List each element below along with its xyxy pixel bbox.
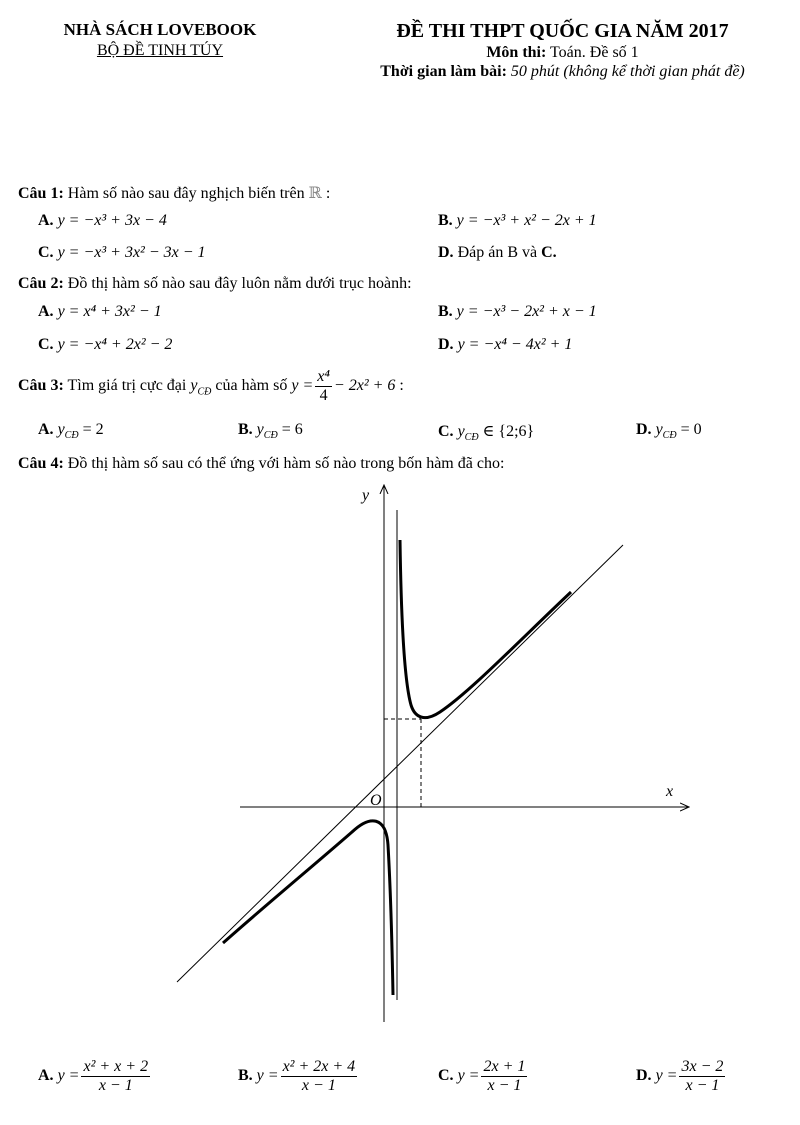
q4-option-d-letter: D. bbox=[636, 1067, 652, 1085]
q2-option-c-letter: C. bbox=[38, 336, 54, 353]
q2-option-d-letter: D. bbox=[438, 336, 454, 353]
q1-option-d-tail: C. bbox=[541, 244, 557, 261]
q3-option-c-sub: CĐ bbox=[464, 432, 479, 444]
q3-var: y bbox=[190, 377, 198, 395]
q3-option-a-text: = 2 bbox=[82, 421, 104, 438]
q4-option-b-letter: B. bbox=[238, 1067, 253, 1085]
q4-option-c-den: x − 1 bbox=[487, 1077, 522, 1094]
q3-option-d-text: = 0 bbox=[680, 421, 702, 438]
q1-colon: : bbox=[321, 185, 331, 202]
q3-option-c-var: y bbox=[457, 423, 465, 440]
q3-text: Tìm giá trị cực đại bbox=[63, 377, 191, 395]
q1-option-c-letter: C. bbox=[38, 244, 54, 261]
q4-option-d-den: x − 1 bbox=[685, 1077, 720, 1094]
q4-text: Đồ thị hàm số sau có thể ứng với hàm số nào trong bốn hàm đã cho: bbox=[63, 455, 505, 472]
q3-option-d-sub: CĐ bbox=[662, 430, 677, 442]
q4-option-a-lhs: y = bbox=[57, 1067, 80, 1085]
exam-title: ĐỀ THI THPT QUỐC GIA NĂM 2017 bbox=[396, 20, 729, 42]
q3-option-a-letter: A. bbox=[38, 421, 54, 438]
q3-option-c-text: ∈ {2;6} bbox=[482, 423, 535, 440]
q2-option-b-letter: B. bbox=[438, 303, 453, 320]
q3-option-c-letter: C. bbox=[438, 423, 454, 440]
q4-option-d-lhs: y = bbox=[655, 1067, 678, 1085]
q4-option-c[interactable] bbox=[438, 1058, 529, 1095]
q2-option-b-text: y = −x³ − 2x² + x − 1 bbox=[456, 303, 597, 320]
q1-option-d-letter: D. bbox=[438, 244, 454, 261]
q4-option-d-num: 3x − 2 bbox=[681, 1058, 724, 1075]
q3-label: Câu 3: bbox=[18, 377, 64, 395]
q4-option-b-num: x² + 2x + 4 bbox=[282, 1058, 356, 1075]
curve-right-branch bbox=[400, 540, 571, 718]
q1-option-b-text: y = −x³ + x² − 2x + 1 bbox=[456, 212, 597, 229]
q3-option-b-sub: CĐ bbox=[263, 430, 278, 442]
q1-text: Hàm số nào sau đây nghịch biến trên bbox=[63, 185, 309, 202]
collection-name: BỘ ĐỀ TINH TÚY bbox=[96, 42, 224, 59]
q4-option-a-num: x² + x + 2 bbox=[83, 1058, 149, 1075]
q3-func-rest: − 2x² + 6 bbox=[333, 377, 396, 395]
q4-option-c-letter: C. bbox=[438, 1067, 454, 1085]
q1-option-b-letter: B. bbox=[438, 212, 453, 229]
q4-option-c-lhs: y = bbox=[457, 1067, 480, 1085]
q3-fraction-num: x⁴ bbox=[317, 368, 330, 385]
oblique-asymptote bbox=[177, 545, 623, 982]
q3-option-b-letter: B. bbox=[238, 421, 253, 438]
q4-option-d-fraction bbox=[679, 1058, 725, 1095]
q2-text: Đồ thị hàm số nào sau đây luôn nằm dưới trục hoành: bbox=[63, 275, 412, 292]
q4-option-a[interactable] bbox=[38, 1058, 152, 1095]
q2-option-a-letter: A. bbox=[38, 303, 54, 320]
q4-option-b-fraction bbox=[281, 1058, 358, 1095]
q4-option-a-den: x − 1 bbox=[98, 1077, 133, 1094]
q3-text2: của hàm số bbox=[211, 377, 292, 395]
q2-label: Câu 2: bbox=[18, 275, 64, 292]
q3-option-a-sub: CĐ bbox=[64, 430, 79, 442]
q3-option-d-letter: D. bbox=[636, 421, 652, 438]
x-axis-label: x bbox=[666, 783, 674, 800]
q3-option-d-var: y bbox=[655, 421, 663, 438]
q4-option-c-fraction bbox=[481, 1058, 527, 1095]
q3-var-sub: CĐ bbox=[197, 386, 212, 398]
time-value: 50 phút (không kể thời gian phát đề) bbox=[506, 63, 745, 80]
q2-option-d-text: y = −x⁴ − 4x² + 1 bbox=[457, 336, 573, 353]
subject-label: Môn thi: bbox=[486, 44, 547, 61]
time-label: Thời gian làm bài: bbox=[380, 63, 507, 80]
q4-label: Câu 4: bbox=[18, 455, 64, 472]
q3-func-lhs: y = bbox=[291, 377, 314, 395]
q2-option-a-text: y = x⁴ + 3x² − 1 bbox=[57, 303, 162, 320]
q1-option-a-letter: A. bbox=[38, 212, 54, 229]
y-axis-label: y bbox=[362, 487, 370, 504]
q1-label: Câu 1: bbox=[18, 185, 64, 202]
q4-option-b-den: x − 1 bbox=[301, 1077, 336, 1094]
q4-option-c-num: 2x + 1 bbox=[483, 1058, 526, 1075]
q3-colon: : bbox=[395, 377, 404, 395]
curve-left-branch bbox=[223, 821, 393, 995]
q4-option-a-fraction bbox=[81, 1058, 150, 1095]
origin-label: O bbox=[370, 792, 382, 809]
q4-option-a-letter: A. bbox=[38, 1067, 54, 1085]
q3-option-b-text: = 6 bbox=[281, 421, 303, 438]
q3-fraction-den: 4 bbox=[319, 387, 328, 404]
q2-option-c-text: y = −x⁴ + 2x² − 2 bbox=[57, 336, 173, 353]
q1-option-c-text: y = −x³ + 3x² − 3x − 1 bbox=[57, 244, 206, 261]
q1-option-d-text: Đáp án B và bbox=[453, 244, 542, 261]
q3-option-a-var: y bbox=[57, 421, 65, 438]
q3-option-b-var: y bbox=[256, 421, 264, 438]
q4-option-d[interactable] bbox=[636, 1058, 727, 1095]
q4-option-b[interactable] bbox=[238, 1058, 359, 1095]
q4-option-b-lhs: y = bbox=[256, 1067, 279, 1085]
real-set-symbol: ℝ bbox=[308, 185, 322, 202]
subject-value: Toán. Đề số 1 bbox=[546, 44, 639, 61]
q1-option-a-text: y = −x³ + 3x − 4 bbox=[57, 212, 167, 229]
publisher-name: NHÀ SÁCH LOVEBOOK bbox=[63, 20, 257, 39]
